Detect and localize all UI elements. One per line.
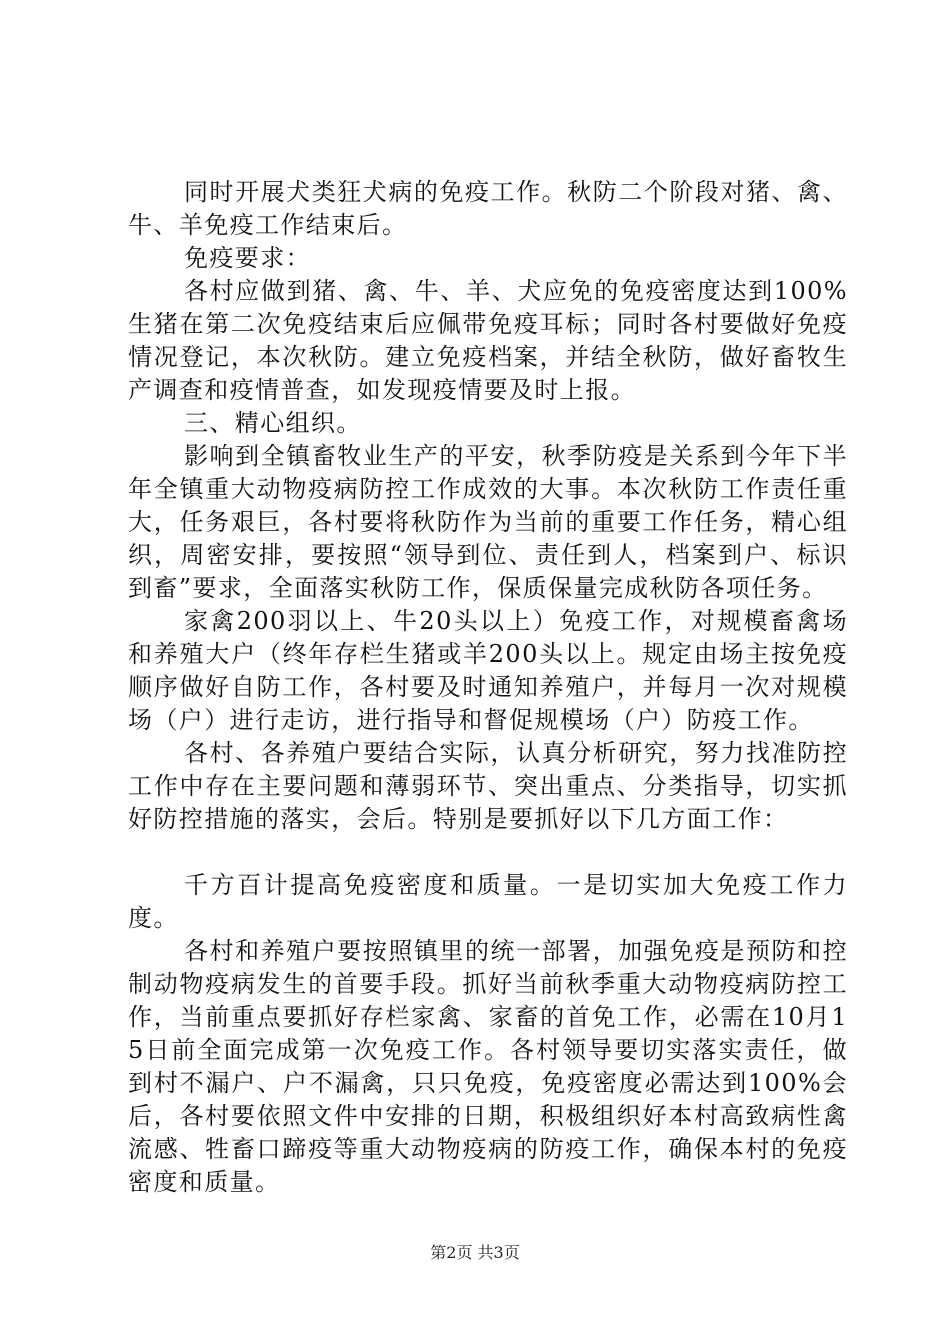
paragraph-spacer xyxy=(128,836,848,869)
paragraph-large-farms: 家禽200羽以上、牛20头以上）免疫工作，对规模畜禽场和养殖大户（终年存栏生猪或羊200头以上。规定由场主按免疫顺序做好自防工作，各村要及时通知养殖户，并每月一次对规模场（户）进行走访，进行指导和督促规模场（户）防疫工作。 xyxy=(128,607,848,734)
paragraph-autumn-prevention: 影响到全镇畜牧业生产的平安，秋季防疫是关系到今年下半年全镇重大动物疫病防控工作成效的大事。本次秋防工作责任重大，任务艰巨，各村要将秋防作为当前的重要工作任务，精心组织，周密安排，要按照“领导到位、责任到人，档案到户、标识到畜”要求，全面落实秋防工作，保质保量完成秋防各项任务。 xyxy=(128,442,848,602)
paragraph-vaccination-requirements: 各村应做到猪、禽、牛、羊、犬应免的免疫密度达到100%生猪在第二次免疫结束后应佩带免疫耳标；同时各村要做好免疫情况登记，本次秋防。建立免疫档案，并结全秋防，做好畜牧生产调查和疫情普查，如发现疫情要及时上报。 xyxy=(128,277,848,404)
section-heading-organize: 三、精心组织。 xyxy=(184,409,362,437)
paragraph-rabies-vaccination: 同时开展犬类狂犬病的免疫工作。秋防二个阶段对猪、禽、牛、羊免疫工作结束后。 xyxy=(128,178,848,239)
page-number-footer: 第2页 共3页 xyxy=(430,1243,520,1262)
paragraph-first-vaccination: 各村和养殖户要按照镇里的统一部署，加强免疫是预防和控制动物疫病发生的首要手段。抓好当前秋季重大动物疫病防控工作，当前重点要抓好存栏家禽、家畜的首免工作，必需在10月15日前全面完成第一次免疫工作。各村领导要切实落实责任，做到村不漏户、户不漏禽，只只免疫，免疫密度必需达到100%会后，各村要依照文件中安排的日期，积极组织好本村高致病性禽流感、牲畜口蹄疫等重大动物疫病的防疫工作，确保本村的免疫密度和质量。 xyxy=(128,937,848,1196)
paragraph-control-measures: 各村、各养殖户要结合实际，认真分析研究，努力找准防控工作中存在主要问题和薄弱环节、突出重点、分类指导，切实抓好防控措施的落实，会后。特别是要抓好以下几方面工作： xyxy=(128,739,848,833)
document-body xyxy=(128,176,848,1199)
paragraph-improve-density: 千方百计提高免疫密度和质量。一是切实加大免疫工作力度。 xyxy=(128,871,848,932)
paragraph-vaccination-requirements-heading: 免疫要求： xyxy=(184,244,311,272)
